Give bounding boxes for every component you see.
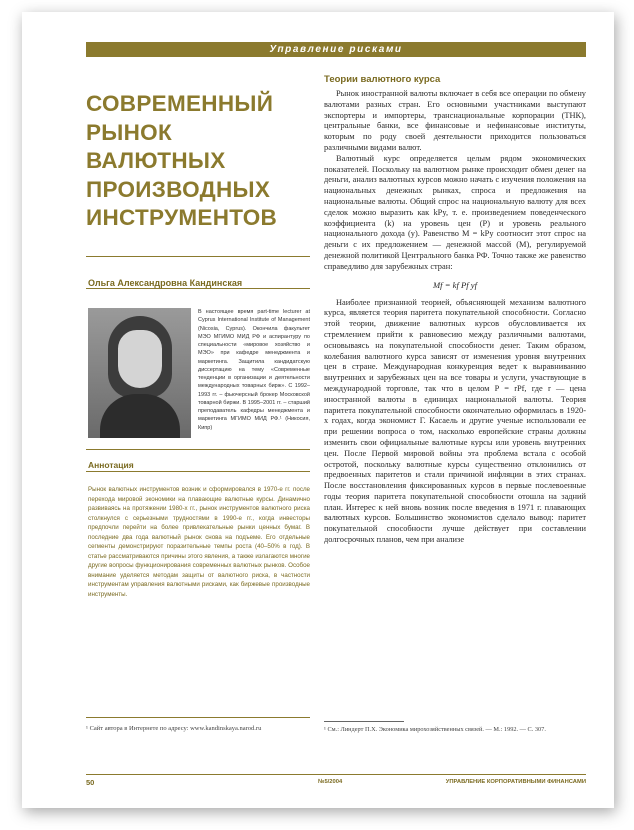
divider [86,717,310,718]
paragraph: Валютный курс определяется целым рядом экономических показателей. Поскольку на валютном рынке происходит обмен денег на деньги, анализ валютных курсов можно начать с изучения положения на национальных денежных рынках, спроса и предложения на национальные валюты. Общий спрос на национальную валюту для всех сделок можно выразить как kPy, т. е. произведением поведенческого коэффициента (k) на уровень цен (P) и уровень реального национального дохода (y). Равенство M = kPy соотносит этот спрос на деньги с их предложением — денежной массой (M), регулируемой денежной политикой Центрального банка РФ. Точно также же равенство справедливо для зарубежных стран: [324,153,586,271]
paragraph: Наиболее признанной теорией, объясняющей механизм валютного курса, является теория паритета покупательной способности. Согласно этой теории, движение валютных курсов обусловливается их стремлением прийти к равновесию между различными валютами, основываясь на покупательной способности денег. Таким образом, колебания валютного курса зависят от изменения уровня внутренних цен в стране. Международная конкуренция ведет к выравниванию внутренних и зарубежных цен на все товары и услуги, участвующие в международной торговле, так что в целом P = rPf, где r — цена иностранной валюты в единицах национальной валюты. Теория паритета покупательной способности окончательно оформилась в 1920-х годах, когда экономист Г. Касаель и другие ученые использовали ее при решении вопроса о том, насколько европейские страны должны изменить свои официальные валютные курсы или уровень внутренних цен. После Первой мировой войны эта проблема встала с особой остротой, поскольку валютные курсы существенно отклонились от предвоенных паритетов и стали причиной инфляции в этих странах. После восстановления фиксированных курсов в первые послевоенные годы теория паритета покупательной способности отошла на задний план. Интерес к ней вновь возник после введения в 1971 г. плавающих валютных курсов. Большинство экономистов сделало вывод: паритет покупательной способности лучше действует при составлении долгосрочных планов, чем при анализе [324,297,586,545]
page-number: 50 [86,778,95,787]
journal-name: УПРАВЛЕНИЕ КОРПОРАТИВНЫМИ ФИНАНСАМИ [445,779,586,785]
paragraph: Рынок иностранной валюты включает в себя все операции по обмену валютами разных стран. Его основными участниками выступают экспортеры и импортеры, транснациональные корпорации (ТНК), центральные банки, все финансовые и нефинансовые институты, которым по роду своей деятельности приходится пользоваться различными видами валют. [324,89,586,152]
divider [86,256,310,257]
author-bio: В настоящее время part-time lecturer at Cyprus International Institute of Management (Nicosia, Cyprus). Окончила факультет МЭО МГИМО МИД РФ и аспирантуру по специальности «мировое хозяйство и МЭО» при кафедре менеджмента и маркетинга. Защитила кандидатскую диссертацию на тему «Современные тенденции в организации и деятельности международных товарных бирж». С 1992–1993 гг. – фьючерсный брокер Московской товарной биржи. В 1995–2001 гг. – старший преподаватель кафедры менеджмента и маркетинга МГИМО МИД РФ.¹ (Никосия, Кипр) [198,309,310,431]
footnote: ¹ См.: Линдерт П.Х. Экономика мирохозяйственных связей. — М.: 1992. — С. 307. [324,726,546,733]
article-title: СОВРЕМЕННЫЙ РЫНОК ВАЛЮТНЫХ ПРОИЗВОДНЫХ ИНСТРУМЕНТОВ [86,91,278,230]
annotation-heading: Аннотация [88,460,134,470]
divider [86,288,310,289]
divider [86,449,310,450]
author-name: Ольга Александровна Кандинская [88,278,243,288]
author-footnote: ¹ Сайт автора в Интернете по адресу: www.kandinskaya.narod.ru [86,725,262,732]
section-header: Управление рисками [86,42,586,57]
formula: Mf = kf Pf yf [433,279,477,290]
divider [86,471,310,472]
page [22,12,614,808]
footnote-divider [324,721,404,722]
section-heading: Теории валютного курса [324,74,441,85]
issue-number: №5/2004 [318,779,343,785]
author-photo [88,308,191,438]
main-column [324,74,586,546]
annotation-text: Рынок валютных инструментов возник и сформировался в 1970-е гг. после перехода мировой экономики на плавающие валютные курсы. Динамично развиваясь на протяжении 1980-х гг., рынок инструментов валютного риска столкнулся с серьезными трудностями в 1990-е гг., когда инвесторы предпочли перейти на более привлекательные рынки ценных бумаг. В последние два года валютный рынок снова на подъеме. Его отдельные сегменты демонстрируют поразительные темпы роста (40–50% в год). В статье рассматриваются причины этого явления, а также излагаются многие другие вопросы функционирования современных валютных рынков. Особое внимание уделяется методам защиты от валютного риска, в частности инструментам управления валютными рисками, как биржевые производные инструменты. [88,486,310,598]
footer-divider [86,774,586,775]
